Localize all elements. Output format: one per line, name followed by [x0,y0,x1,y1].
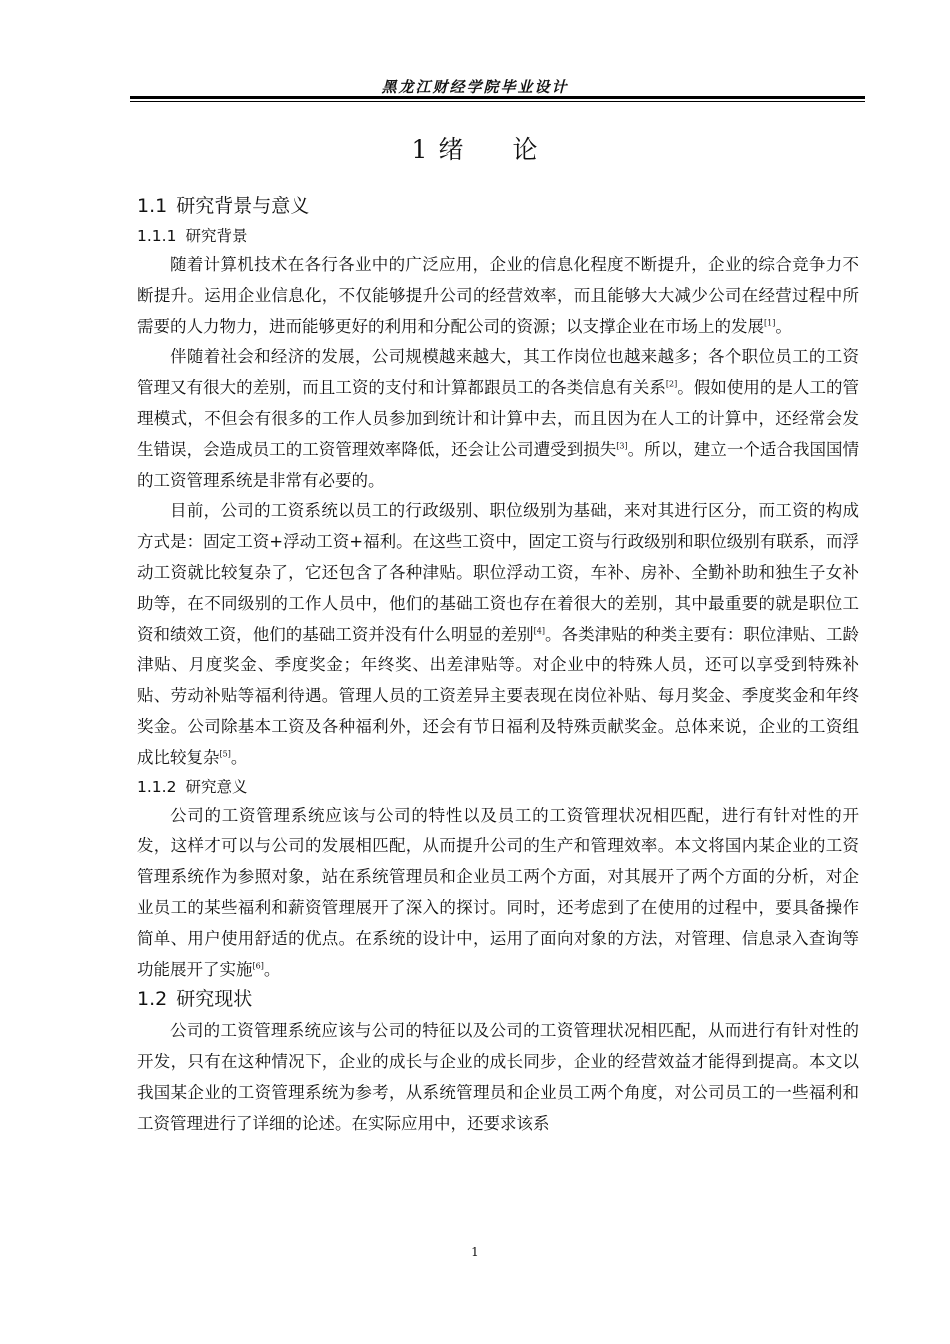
paragraph-tail: 。 [775,316,792,336]
section-number: 1.2 [137,988,168,1011]
section-number: 1.1.1 [137,227,177,245]
paragraph-text: 。所以，建立一个适合我国国情的工资管理系统是非常有必要的。 [137,439,860,490]
section-title: 研究现状 [176,988,253,1011]
paragraph-text: 随着计算机技术在各行各业中的广泛应用，企业的信息化程度不断提升，企业的综合竞争力不断提升。运用企业信息化，不仅能够提升公司的经营效率，而且能够大大减少公司在经营过程中所需要的人力物力，进而能够更好的利用和分配公司的资源；以支撑企业在市场上的发展 [137,255,859,336]
paragraph-text: 伴随着社会和经济的发展，公司规模越来越大，其工作岗位也越来越多；各个职位员工的工资管理又有很大的差别，而且工资的支付和计算都跟员工的各类信息有关系 [137,347,859,398]
section-heading-1-1-1 [137,223,859,249]
section-heading-1-2 [137,985,859,1013]
section-title: 研究背景与意义 [176,195,310,217]
section-title: 研究背景 [185,227,248,245]
citation-ref: [4] [533,626,545,636]
paragraph-4 [137,801,859,986]
paragraph-2 [137,342,859,496]
page-number: 1 [471,1245,479,1259]
document-header-title: 黑龙江财经学院毕业设计 [381,78,569,96]
citation-ref: [3] [616,441,628,451]
citation-ref: [1] [764,318,776,328]
section-heading-1-1-2 [137,774,859,800]
chapter-title-part1: 绪 [438,135,465,164]
paragraph-tail: 。 [263,959,281,979]
chapter-title [0,130,950,166]
paragraph-1 [137,250,859,342]
paragraph-text: 公司的工资管理系统应该与公司的特性以及员工的工资管理状况相匹配，进行有针对性的开发，这样才可以与公司的发展相匹配，从而提升公司的生产和管理效率。本文将国内某企业的工资管理系统作为参照对象，站在系统管理员和企业员工两个方面，对其展开了两个方面的分析，对企业员工的某些福利和薪资管理展开了深入的探讨。同时，还考虑到了在使用的过程中，要具备操作简单、用户使用舒适的优点。在系统的设计中，运用了面向对象的方法，对管理、信息录入查询等功能展开了实施 [137,805,859,979]
paragraph-text: 。 [230,747,248,767]
chapter-number: 1 [411,135,429,164]
section-title: 研究意义 [185,777,248,796]
header-rule-thick [130,96,865,99]
paragraph-text: 公司的工资管理系统应该与公司的特征以及公司的工资管理状况相匹配，从而进行有针对性的开发，只有在这种情况下，企业的成长与企业的成长同步，企业的经营效益才能得到提高。本文以我国某企业的工资管理系统为参考，从系统管理员和企业员工两个角度，对公司员工的一些福利和工资管理进行了详细的论述。在实际应用中，还要求该系 [137,1021,859,1133]
citation-ref: [6] [252,961,264,971]
paragraph-5 [137,1016,859,1139]
section-heading-1-1 [137,192,859,220]
section-number: 1.1.2 [137,777,177,796]
chapter-title-part2: 论 [512,135,539,164]
document-body [137,192,859,1140]
header-rule-thin [130,101,865,102]
paragraph-text: 。假如使用的是人工的管理模式，不但会有很多的工作人员参加到统计和计算中去，而且因为在人工的计算中，还经常会发生错误，会造成员工的工资管理效率降低，还会让公司遭受到损失 [137,378,860,459]
paragraph-3 [137,496,859,773]
paragraph-text: 。各类津贴的种类主要有：职位津贴、工龄津贴、月度奖金、季度奖金；年终奖、出差津贴等。对企业中的特殊人员，还可以享受到特殊补贴、劳动补贴等福利待遇。管理人员的工资差异主要表现在岗位补贴、每月奖金、季度奖金和年终奖金。公司除基本工资及各种福利外，还会有节日福利及特殊贡献奖金。总体来说，企业的工资组成比较复杂 [137,624,860,767]
paragraph-text: 目前，公司的工资系统以员工的行政级别、职位级别为基础，来对其进行区分，而工资的构成方式是：固定工资+浮动工资+福利。在这些工资中，固定工资与行政级别和职位级别有联系，而浮动工资就比较复杂了，它还包含了各种津贴。职位浮动工资，车补、房补、全勤补助和独生子女补助等，在不同级别的工作人员中，他们的基础工资也存在着很大的差别，其中最重要的就是职位工资和绩效工资，他们的基础工资并没有什么明显的差别 [137,501,859,644]
citation-ref: [5] [219,749,231,759]
citation-ref: [2] [665,379,678,389]
section-number: 1.1 [137,195,168,217]
